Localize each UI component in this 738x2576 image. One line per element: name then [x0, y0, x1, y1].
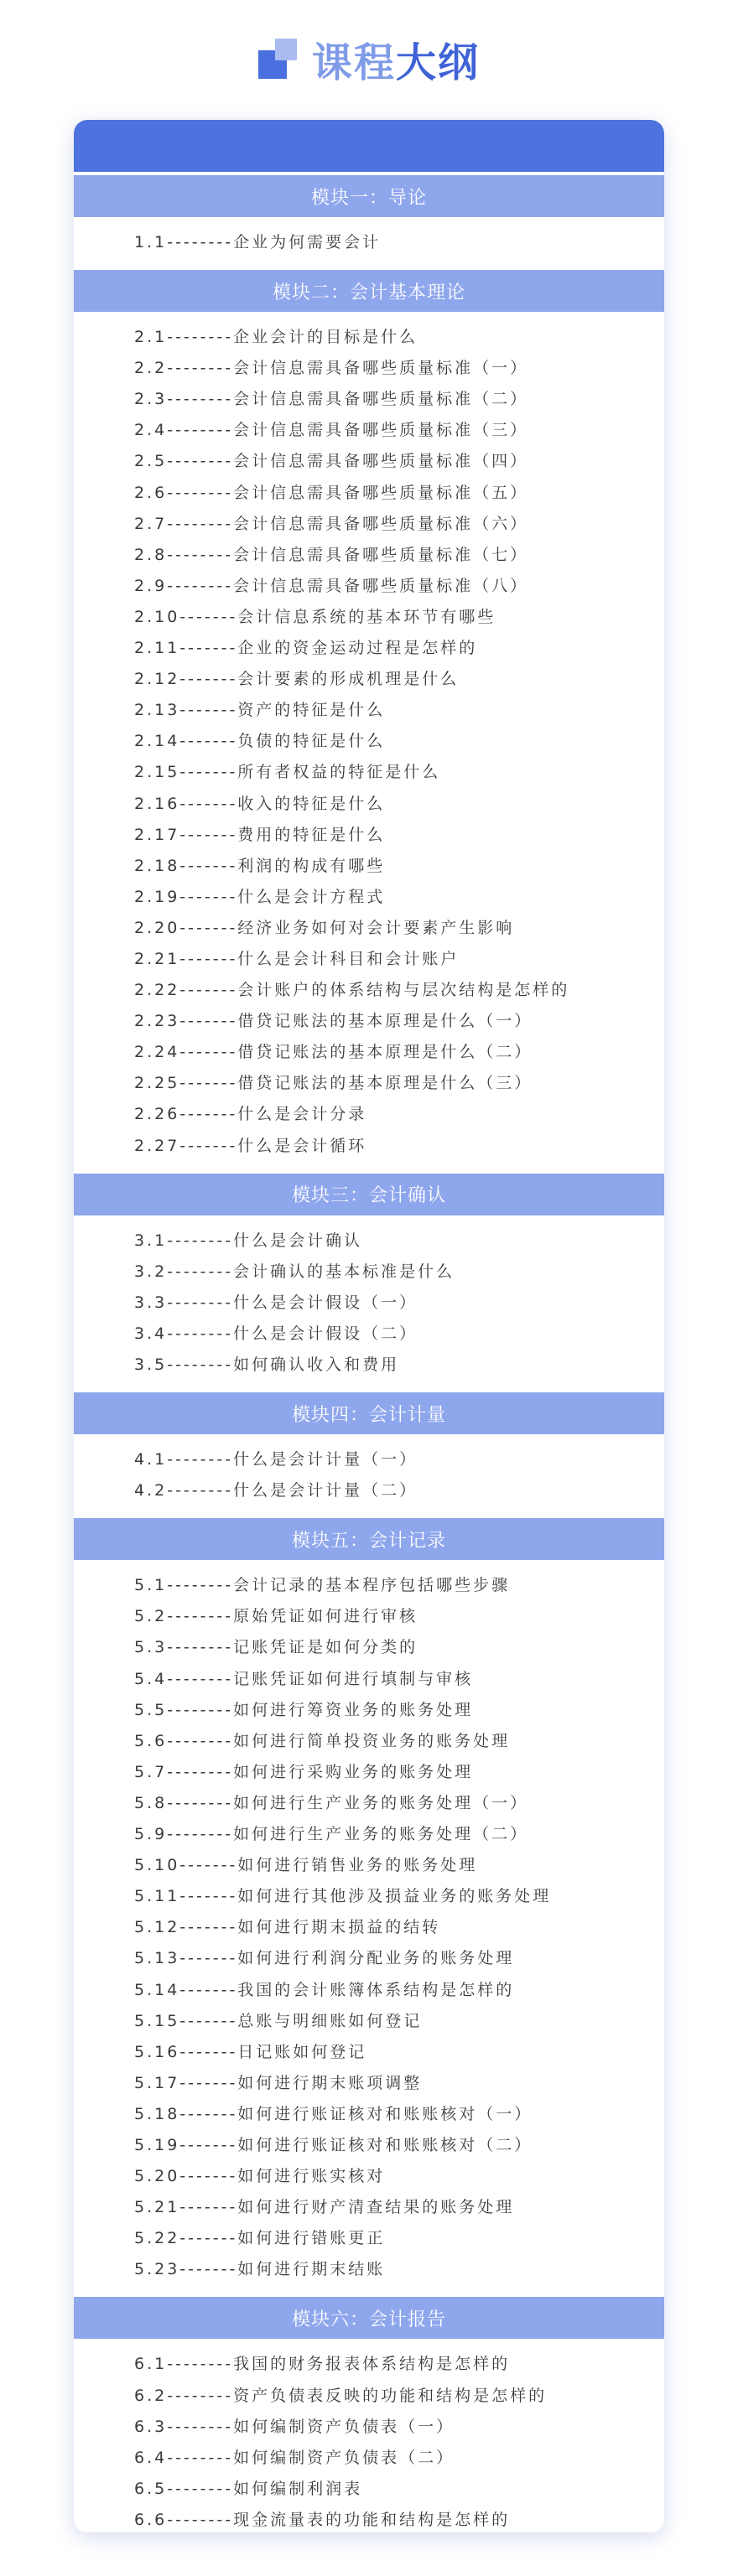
module-header: 模块三：会计确认	[74, 1174, 664, 1215]
lesson-item: 5.9--------如何进行生产业务的账务处理（二）	[134, 1825, 529, 1844]
module-section	[74, 1392, 664, 1515]
module-header: 模块二：会计基本理论	[74, 270, 664, 312]
lesson-item: 2.11-------企业的资金运动过程是怎样的	[134, 639, 478, 658]
lesson-item: 5.23-------如何进行期末结账	[134, 2260, 386, 2279]
lesson-item: 3.4--------什么是会计假设（二）	[134, 1324, 418, 1343]
module-header: 模块一：导论	[74, 175, 664, 217]
lesson-item: 2.26-------什么是会计分录	[134, 1105, 367, 1124]
syllabus-card	[74, 120, 664, 2532]
lesson-item: 2.27-------什么是会计循环	[134, 1136, 367, 1155]
lesson-item: 2.13-------资产的特征是什么	[134, 701, 386, 720]
lesson-item: 5.18-------如何进行账证核对和账账核对（一）	[134, 2104, 533, 2123]
lesson-item: 3.1--------什么是会计确认	[134, 1231, 363, 1250]
lesson-item: 2.1--------企业会计的目标是什么	[134, 328, 418, 347]
lesson-item: 6.3--------如何编制资产负债表（一）	[134, 2417, 455, 2436]
lesson-item: 5.14-------我国的会计账簿体系结构是怎样的	[134, 1980, 515, 1999]
module-section	[74, 1174, 664, 1389]
title-part2: 大纲	[396, 39, 481, 86]
module-section	[74, 1518, 664, 2294]
lesson-item: 5.22-------如何进行错账更正	[134, 2229, 386, 2248]
lesson-item: 5.13-------如何进行利润分配业务的账务处理	[134, 1949, 515, 1968]
card-top-bar	[74, 120, 664, 172]
lesson-item: 2.22-------会计账户的体系结构与层次结构是怎样的	[134, 981, 570, 1000]
lesson-item: 5.4--------记账凭证如何进行填制与审核	[134, 1669, 474, 1688]
lesson-item: 2.6--------会计信息需具备哪些质量标准（五）	[134, 483, 529, 502]
lesson-item: 6.5--------如何编制利润表	[134, 2479, 363, 2498]
lesson-item: 5.19-------如何进行账证核对和账账核对（二）	[134, 2135, 533, 2154]
module-section	[74, 2297, 664, 2532]
module-list	[74, 175, 664, 2532]
lesson-item: 4.1--------什么是会计计量（一）	[134, 1450, 418, 1469]
lesson-item: 5.8--------如何进行生产业务的账务处理（一）	[134, 1793, 529, 1812]
lesson-item: 2.14-------负债的特征是什么	[134, 732, 386, 751]
lesson-item: 2.7--------会计信息需具备哪些质量标准（六）	[134, 514, 529, 533]
lesson-item: 6.4--------如何编制资产负债表（二）	[134, 2448, 455, 2467]
lesson-item: 2.16-------收入的特征是什么	[134, 794, 386, 813]
lesson-item: 5.6--------如何进行简单投资业务的账务处理	[134, 1731, 511, 1750]
lesson-item: 4.2--------什么是会计计量（二）	[134, 1481, 418, 1501]
lesson-item: 2.8--------会计信息需具备哪些质量标准（七）	[134, 545, 529, 564]
lesson-item: 2.17-------费用的特征是什么	[134, 825, 386, 844]
lesson-item: 2.19-------什么是会计方程式	[134, 887, 386, 906]
lesson-item: 2.5--------会计信息需具备哪些质量标准（四）	[134, 452, 529, 471]
module-header: 模块四：会计计量	[74, 1392, 664, 1434]
lesson-item: 2.10-------会计信息系统的基本环节有哪些	[134, 607, 496, 626]
lesson-item: 6.6--------现金流量表的功能和结构是怎样的	[134, 2510, 511, 2529]
lesson-item: 5.16-------日记账如何登记	[134, 2042, 367, 2061]
lesson-item: 2.24-------借贷记账法的基本原理是什么（二）	[134, 1043, 533, 1062]
lesson-item: 5.21-------如何进行财产清查结果的账务处理	[134, 2198, 515, 2217]
title-part1: 课程	[311, 39, 396, 86]
page-title	[312, 30, 480, 88]
lesson-item: 2.25-------借贷记账法的基本原理是什么（三）	[134, 1074, 533, 1093]
lesson-item: 2.15-------所有者权益的特征是什么	[134, 763, 441, 782]
lesson-item: 2.18-------利润的构成有哪些	[134, 856, 386, 875]
lesson-item: 2.23-------借贷记账法的基本原理是什么（一）	[134, 1012, 533, 1031]
lesson-item: 3.2--------会计确认的基本标准是什么	[134, 1262, 455, 1281]
lesson-item: 2.12-------会计要素的形成机理是什么	[134, 670, 460, 689]
lesson-item: 5.2--------原始凭证如何进行审核	[134, 1607, 418, 1626]
module-header: 模块六：会计报告	[74, 2297, 664, 2339]
lesson-list	[74, 1434, 664, 1515]
lesson-item: 5.7--------如何进行采购业务的账务处理	[134, 1762, 474, 1781]
lesson-list	[74, 312, 664, 1170]
lesson-item: 1.1--------企业为何需要会计	[134, 233, 382, 251]
page-header	[0, 0, 738, 117]
lesson-list	[74, 217, 664, 267]
lesson-list	[74, 2339, 664, 2532]
lesson-item: 5.5--------如何进行筹资业务的账务处理	[134, 1700, 474, 1719]
lesson-item: 5.20-------如何进行账实核对	[134, 2167, 386, 2186]
lesson-item: 5.1--------会计记录的基本程序包括哪些步骤	[134, 1576, 511, 1595]
lesson-item: 5.12-------如何进行期末损益的结转	[134, 1918, 441, 1937]
lesson-item: 5.11-------如何进行其他涉及损益业务的账务处理	[134, 1887, 552, 1906]
module-section	[74, 270, 664, 1170]
lesson-item: 6.1--------我国的财务报表体系结构是怎样的	[134, 2355, 511, 2374]
lesson-item: 2.3--------会计信息需具备哪些质量标准（二）	[134, 390, 529, 409]
lesson-item: 3.5--------如何确认收入和费用	[134, 1355, 400, 1374]
lesson-item: 3.3--------什么是会计假设（一）	[134, 1293, 418, 1312]
module-header: 模块五：会计记录	[74, 1518, 664, 1560]
lesson-item: 5.17-------如何进行期末账项调整	[134, 2073, 423, 2092]
logo-icon	[258, 39, 299, 79]
lesson-list	[74, 1215, 664, 1389]
lesson-item: 2.4--------会计信息需具备哪些质量标准（三）	[134, 421, 529, 440]
lesson-item: 2.21-------什么是会计科目和会计账户	[134, 949, 460, 968]
lesson-item: 5.10-------如何进行销售业务的账务处理	[134, 1856, 478, 1875]
lesson-item: 5.15-------总账与明细账如何登记	[134, 2011, 423, 2030]
lesson-list	[74, 1560, 664, 2294]
lesson-item: 6.2--------资产负债表反映的功能和结构是怎样的	[134, 2386, 548, 2405]
lesson-item: 2.2--------会计信息需具备哪些质量标准（一）	[134, 359, 529, 378]
lesson-item: 2.20-------经济业务如何对会计要素产生影响	[134, 918, 515, 937]
lesson-item: 5.3--------记账凭证是如何分类的	[134, 1638, 418, 1657]
module-section	[74, 175, 664, 267]
lesson-item: 2.9--------会计信息需具备哪些质量标准（八）	[134, 576, 529, 595]
